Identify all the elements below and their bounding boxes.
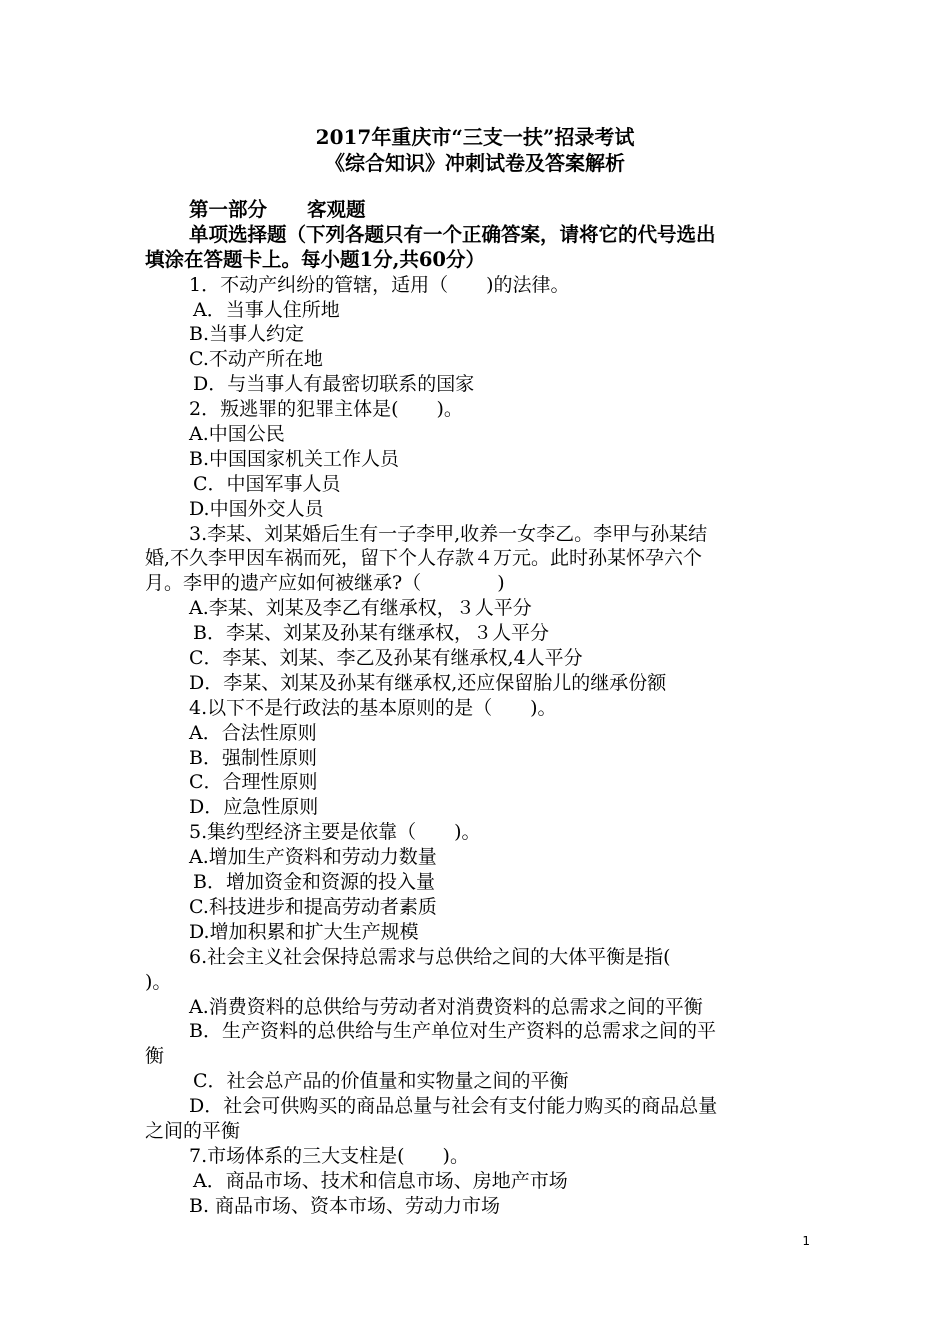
- question-2-option-a: A.中国公民: [189, 423, 285, 446]
- question-3-option-b: B．李某、刘某及孙某有继承权，３人平分: [193, 622, 549, 645]
- question-1-option-d: D．与当事人有最密切联系的国家: [193, 373, 475, 396]
- section-part-name: 客观题: [307, 198, 366, 221]
- question-5-option-a: A.增加生产资料和劳动力数量: [189, 846, 437, 869]
- question-4-option-b: B．强制性原则: [189, 746, 317, 769]
- question-7-stem: 7.市场体系的三大支柱是( )。: [189, 1144, 469, 1167]
- question-2-option-b: B.中国国家机关工作人员: [189, 447, 400, 470]
- question-6-option-d-line1: D．社会可供购买的商品总量与社会有支付能力购买的商品总量: [189, 1095, 718, 1118]
- question-3-option-c: C．李某、刘某、李乙及孙某有继承权,4人平分: [189, 647, 583, 670]
- question-3-stem-line2: 婚,不久李甲因车祸而死，留下个人存款４万元。此时孙某怀孕六个: [145, 547, 703, 570]
- instruction-line1: 单项选择题（下列各题只有一个正确答案，请将它的代号选出: [189, 222, 716, 246]
- question-5-option-d: D.增加积累和扩大生产规模: [189, 920, 419, 943]
- instruction-line2: 填涂在答题卡上。每小题1分,共60分）: [145, 247, 485, 271]
- question-2-option-c: C．中国军事人员: [193, 472, 341, 495]
- question-5-option-c: C.科技进步和提高劳动者素质: [189, 895, 437, 918]
- question-4-stem: 4.以下不是行政法的基本原则的是（ )。: [189, 696, 557, 719]
- question-3-option-a: A.李某、刘某及李乙有继承权，３人平分: [189, 597, 532, 620]
- question-6-option-a: A.消费资料的总供给与劳动者对消费资料的总需求之间的平衡: [189, 995, 703, 1018]
- question-1-option-b: B.当事人约定: [189, 323, 305, 346]
- question-1-option-c: C.不动产所在地: [189, 348, 323, 371]
- section-heading: [145, 198, 813, 223]
- section-part: 第一部分: [189, 198, 268, 221]
- question-6-option-b-line1: B．生产资料的总供给与生产单位对生产资料的总需求之间的平: [189, 1020, 716, 1043]
- question-3-stem-line3: 月。李甲的遗产应如何被继承?（ ): [145, 572, 505, 595]
- page-number: 1: [802, 1234, 810, 1248]
- question-4-option-d: D．应急性原则: [189, 796, 319, 819]
- question-2-option-d: D.中国外交人员: [189, 497, 324, 520]
- document-title-line1: 2017年重庆市“三支一扶”招录考试: [315, 125, 635, 149]
- question-7-option-b: B. 商品市场、资本市场、劳动力市场: [189, 1194, 501, 1217]
- question-4-option-c: C．合理性原则: [189, 771, 318, 794]
- document-title-line2: 《综合知识》冲刺试卷及答案解析: [325, 151, 625, 175]
- question-4-option-a: A．合法性原则: [189, 721, 317, 744]
- question-6-stem-line2: )。: [145, 970, 172, 993]
- question-7-option-a: A．商品市场、技术和信息市场、房地产市场: [193, 1169, 568, 1192]
- question-1-stem: 1．不动产纠纷的管辖，适用（ )的法律。: [189, 273, 570, 296]
- question-2-stem: 2．叛逃罪的犯罪主体是( )。: [189, 398, 463, 421]
- question-3-option-d: D．李某、刘某及孙某有继承权,还应保留胎儿的继承份额: [189, 671, 667, 694]
- question-6-stem-line1: 6.社会主义社会保持总需求与总供给之间的大体平衡是指(: [189, 945, 671, 968]
- document-body: [145, 198, 813, 1219]
- question-5-option-b: B．增加资金和资源的投入量: [193, 871, 435, 894]
- question-6-option-c: C．社会总产品的价值量和实物量之间的平衡: [193, 1070, 569, 1093]
- question-6-option-d-line2: 之间的平衡: [145, 1119, 241, 1142]
- question-6-option-b-line2: 衡: [145, 1045, 165, 1068]
- question-1-option-a: A．当事人住所地: [193, 298, 340, 321]
- question-5-stem: 5.集约型经济主要是依靠（ )。: [189, 821, 481, 844]
- question-3-stem-line1: 3.李某、刘某婚后生有一子李甲,收养一女李乙。李甲与孙某结: [189, 522, 708, 545]
